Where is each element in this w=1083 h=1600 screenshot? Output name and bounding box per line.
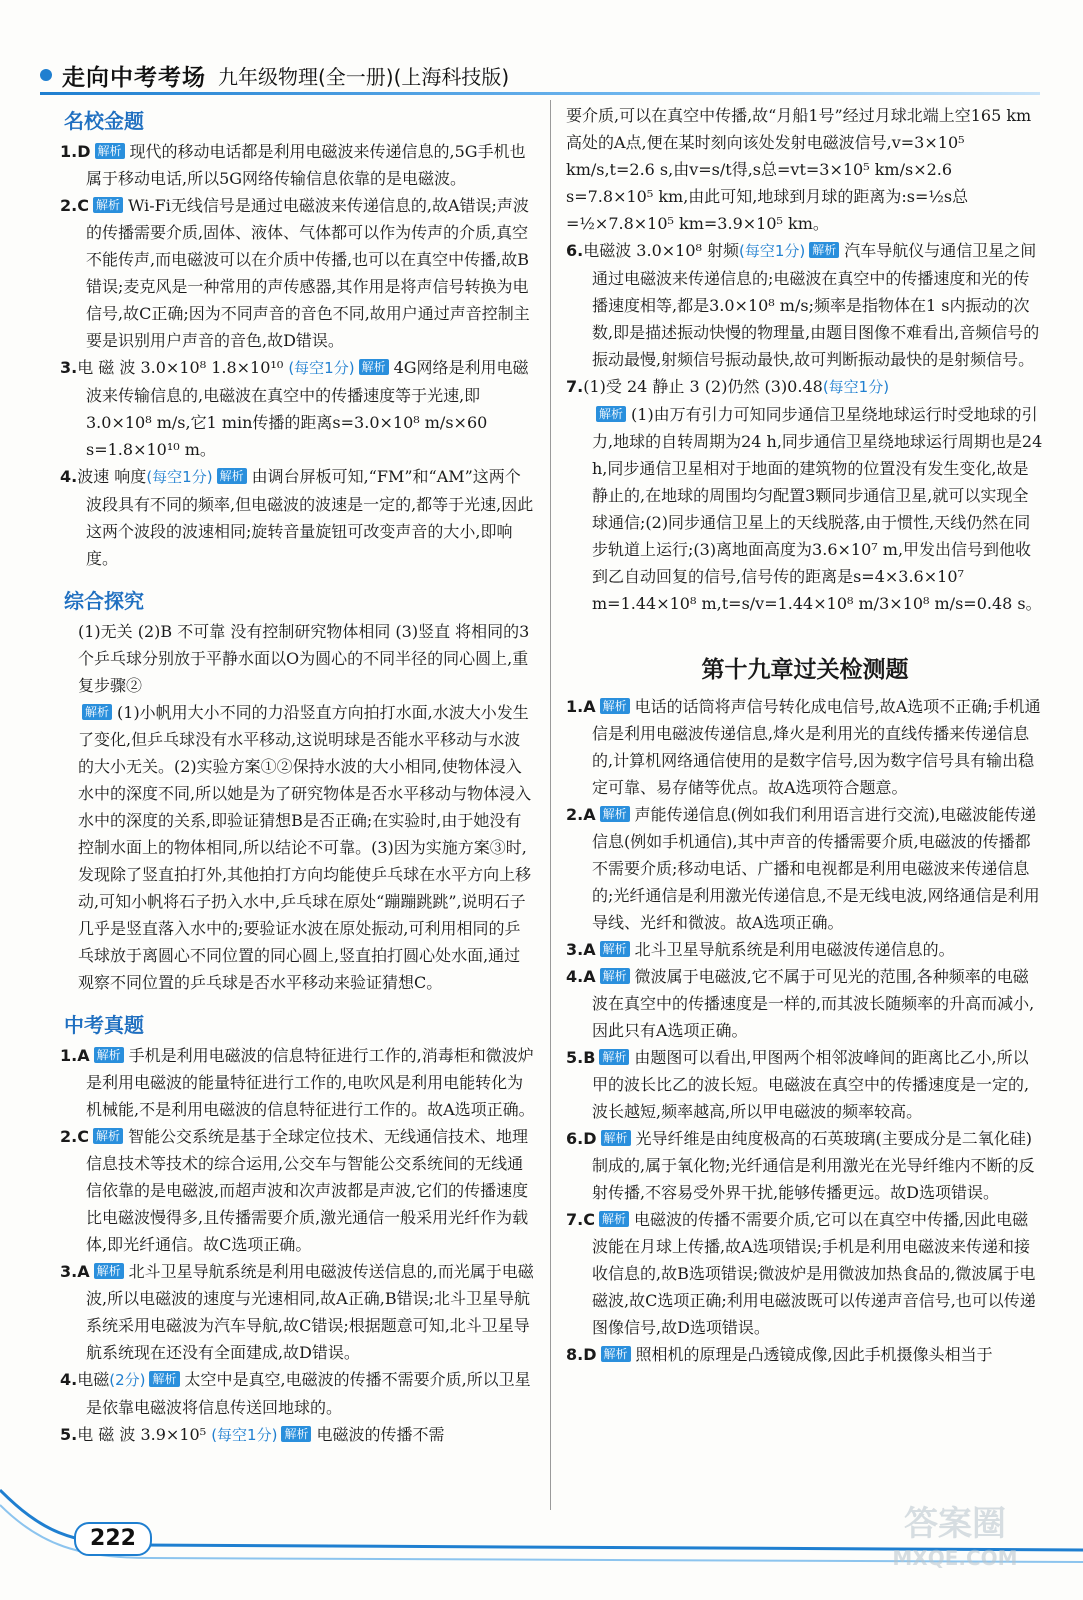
analysis-tag: 解析 [599,1211,629,1227]
answer-item: 6.D 解析 光导纤维是由纯度极高的石英玻璃(主要成分是二氧化硅)制成的,属于氧化物;光纤通信是利用激光在光导纤维内不断的反射传播,不容易受外界干扰,能够传播更远。故D选项错误。 [566,1129,1035,1202]
score-note: (每空1分) [211,1426,278,1444]
answer-item: 4.电磁(2分) 解析 太空中是真空,电磁波的传播不需要介质,所以卫星是依靠电磁波将信息传送回地球的。 [60,1370,531,1417]
right-column [566,102,1044,1368]
book-title: 九年级物理(全一册)(上海科技版) [218,64,510,89]
analysis-tag: 解析 [149,1371,179,1387]
score-note: (每空1分) [146,468,213,486]
answer-item: 3.A 解析 北斗卫星导航系统是利用电磁波传送信息的,而光属于电磁波,所以电磁波的速度与光速相同,故A正确,B错误;北斗卫星导航系统采用电磁波为汽车导航,故C错误;根据题意可知,北斗卫星导航系统现在还没有全面建成,故D错误。 [60,1262,534,1362]
watermark-logo: 答案圈 MXQE.COM [892,1504,1018,1570]
answer-item: 1.A 解析 电话的话筒将声信号转化成电信号,故A选项不正确;手机通信是利用电磁波传递信息,烽火是利用光的直线传播来传递信息的,计算机网络通信使用的是数字信号,因为数字信号具有输出稳定可靠、易存储等优点。故A选项符合题意。 [566,697,1041,797]
analysis-tag: 解析 [600,698,630,714]
analysis-tag: 解析 [93,197,123,213]
score-note: (2分) [109,1371,146,1389]
analysis-tag: 解析 [281,1426,311,1442]
header-rule [40,92,1040,95]
column-divider [550,100,551,1510]
inquiry-analysis: 解析 (1)小帆用大小不同的力沿竖直方向拍打水面,水波大小发生了变化,但乒乓球没有水平移动,这说明球是否能水平移动与水波的大小无关。(2)实验方案①②保持水波的大小相同,使物体浸入水中的深度不同,所以她是为了研究物体是否水平移动与物体浸入水中的深度的关系,即验证猜想B是否正确;在实验时,由于她没有控制水面上的物体相同,所以结论不可靠。(3)因为实施方案③时,发现除了竖直拍打外,其他拍打方向均能使乒乓球在水平方向上移动,可知小帆将石子扔入水中,乒乓球在原处“蹦蹦跳跳”,说明石子几乎是竖直落入水中的;要验证水波在原处振动,可利用相同的乒乓球放于离圆心不同位置的同心圆上,竖直拍打圆心处水面,通过观察不同位置的乒乓球是否水平移动来验证猜想C。 [78,703,532,992]
answer-item: 7.C 解析 电磁波的传播不需要介质,它可以在真空中传播,因此电磁波能在月球上传播,故A选项错误;手机是利用电磁波来传递和接收信息的,故B选项错误;微波炉是用微波加热食品的,微波属于电磁波,故C选项正确;利用电磁波既可以传递声音信号,也可以传递图像信号,故D选项错误。 [566,1210,1036,1337]
score-note: (每空1分) [288,359,355,377]
analysis-tag: 解析 [359,359,389,375]
left-column [60,102,536,1449]
answer-item: 4.波速 响度(每空1分) 解析 由调台屏板可知,“FM”和“AM”这两个波段具有不同的频率,但电磁波的波速是一定的,都等于光速,因此这两个波段的波速相同;旋转音量旋钮可改变声音的大小,即响度。 [60,467,534,568]
answer-item: 3.电 磁 波 3.0×10⁸ 1.8×10¹⁰ (每空1分) 解析 4G网络是利用电磁波来传输信息的,电磁波在真空中的传播速度等于光速,即3.0×10⁸ m/s,它1 min传播的距离s=3.0×10⁸ m/s×60 s=1.8×10¹⁰ m。 [60,358,529,459]
analysis-tag: 解析 [596,406,626,422]
inquiry-answer: (1)无关 (2)B 不可靠 没有控制研究物体相同 (3)竖直 将相同的3个乒乓球分别放于平静水面以O为圆心的不同半径的同心圆上,重复步骤② [78,622,530,695]
answer-item: 4.A 解析 微波属于电磁波,它不属于可见光的范围,各种频率的电磁波在真空中的传播速度是一样的,而其波长随频率的升高而减小,因此只有A选项正确。 [566,967,1035,1040]
analysis-tag: 解析 [600,806,630,822]
analysis-tag: 解析 [599,1049,629,1065]
analysis-tag: 解析 [600,968,630,984]
header-bullet-icon [40,69,52,81]
analysis-tag: 解析 [94,1263,124,1279]
analysis-tag: 解析 [217,468,247,484]
chapter-title: 第十九章过关检测题 [701,656,909,683]
answer-item: 8.D 解析 照相机的原理是凸透镜成像,因此手机摄像头相当于 [566,1345,993,1364]
score-note: (每空1分) [822,378,890,396]
section-title-zhongkao: 中考真题 [64,1013,144,1037]
answer-item: 7.(1)受 24 静止 3 (2)仍然 (3)0.48(每空1分) 解析 (1)由万有引力可知同步通信卫星绕地球运行时受地球的引力,地球的自转周期为24 h,同步通信卫星绕地球运行周期也是24 h,同步通信卫星相对于地面的建筑物的位置没有发生变化,故是静止的,在地球的周围均匀配置3颗同步通信卫星,就可以实现全球通信;(2)同步通信卫星上的天线脱落,由于惯性,天线仍然在同步轨道上运行;(3)离地面高度为3.6×10⁷ m,甲发出信号到他收到乙自动回复的信号,信号传的距离是s=4×3.6×10⁷ m=1.44×10⁸ m,t=s/v=1.44×10⁸ m/3×10⁸ m/s=0.48 s。 [566,377,1043,613]
analysis-tag: 解析 [600,941,630,957]
analysis-tag: 解析 [82,704,112,720]
analysis-tag: 解析 [95,143,125,159]
answer-item: 1.D 解析 现代的移动电话都是利用电磁波来传递信息的,5G手机也属于移动电话,所以5G网络传输信息依靠的是电磁波。 [60,142,526,188]
analysis-tag: 解析 [809,242,839,258]
answer-item: 2.C 解析 智能公交系统是基于全球定位技术、无线通信技术、地理信息技术等技术的综合运用,公交车与智能公交系统间的无线通信依靠的是电磁波,而超声波和次声波都是声波,它们的传播速度比电磁波慢得多,且传播需要介质,激光通信一般采用光纤作为载体,即光纤通信。故C选项正确。 [60,1127,529,1254]
answer-item: 2.A 解析 声能传递信息(例如我们利用语言进行交流),电磁波能传递信息(例如手机通信),其中声音的传播需要介质,电磁波的传播都不需要介质;移动电话、广播和电视都是利用电磁波来传递信息的;光纤通信是利用激光传递信息,不是无线电波,网络通信是利用导线、光纤和微波。故A选项正确。 [566,805,1040,932]
analysis-tag: 解析 [94,1047,124,1063]
answer-continuation: 要介质,可以在真空中传播,故“月船1号”经过月球北端上空165 km高处的A点,便在某时刻向该处发射电磁波信号,v=3×10⁵ km/s,t=2.6 s,由v=s/t得,s总=vt=3×10⁵ km/s×2.6 s=7.8×10⁵ km,由此可知,地球到月球的距离为:s=½s总=½×7.8×10⁵ km=3.9×10⁵ km。 [566,106,1032,233]
section-title-zonghe: 综合探究 [64,589,144,613]
answer-item: 2.C 解析 Wi-Fi无线信号是通过电磁波来传递信息的,故A错误;声波的传播需要介质,固体、液体、气体都可以作为传声的介质,真空不能传声,而电磁波可以在介质中传播,也可以在真空中传播,故B错误;麦克风是一种常用的声传感器,其作用是将声信号转换为电信号,故C正确;因为不同声音的音色不同,故用户通过声音控制主要是识别用户声音的音色,故D错误。 [60,196,530,350]
answer-item: 5.电 磁 波 3.9×10⁵ (每空1分) 解析 电磁波的传播不需 [60,1425,445,1444]
page-header [40,58,1040,92]
series-title: 走向中考考场 [62,63,206,91]
answer-item: 6.电磁波 3.0×10⁸ 射频(每空1分) 解析 汽车导航仪与通信卫星之间通过电磁波来传递信息的;电磁波在真空中的传播速度和光的传播速度相等,都是3.0×10⁸ m/s;频率是指物体在1 s内振动的次数,即是描述振动快慢的物理量,由题目图像不难看出,音频信号的振动最慢,射频信号振动最快,故可判断振动最快的是射频信号。 [566,241,1040,369]
answer-item: 1.A 解析 手机是利用电磁波的信息特征进行工作的,消毒柜和微波炉是利用电磁波的能量特征进行工作的,电吹风是利用电能转化为机械能,不是利用电磁波的信息特征进行工作的。故A选项正确。 [60,1046,535,1119]
analysis-tag: 解析 [601,1346,631,1362]
score-note: (每空1分) [739,242,806,260]
section-title-mingxiao: 名校金题 [64,109,144,133]
analysis-tag: 解析 [601,1130,631,1146]
analysis-tag: 解析 [93,1128,123,1144]
answer-item: 5.B 解析 由题图可以看出,甲图两个相邻波峰间的距离比乙小,所以甲的波长比乙的波长短。电磁波在真空中的传播速度是一定的,波长越短,频率越高,所以甲电磁波的频率较高。 [566,1048,1030,1121]
page-number: 222 [74,1522,152,1556]
answer-item: 3.A 解析 北斗卫星导航系统是利用电磁波传递信息的。 [566,940,955,959]
